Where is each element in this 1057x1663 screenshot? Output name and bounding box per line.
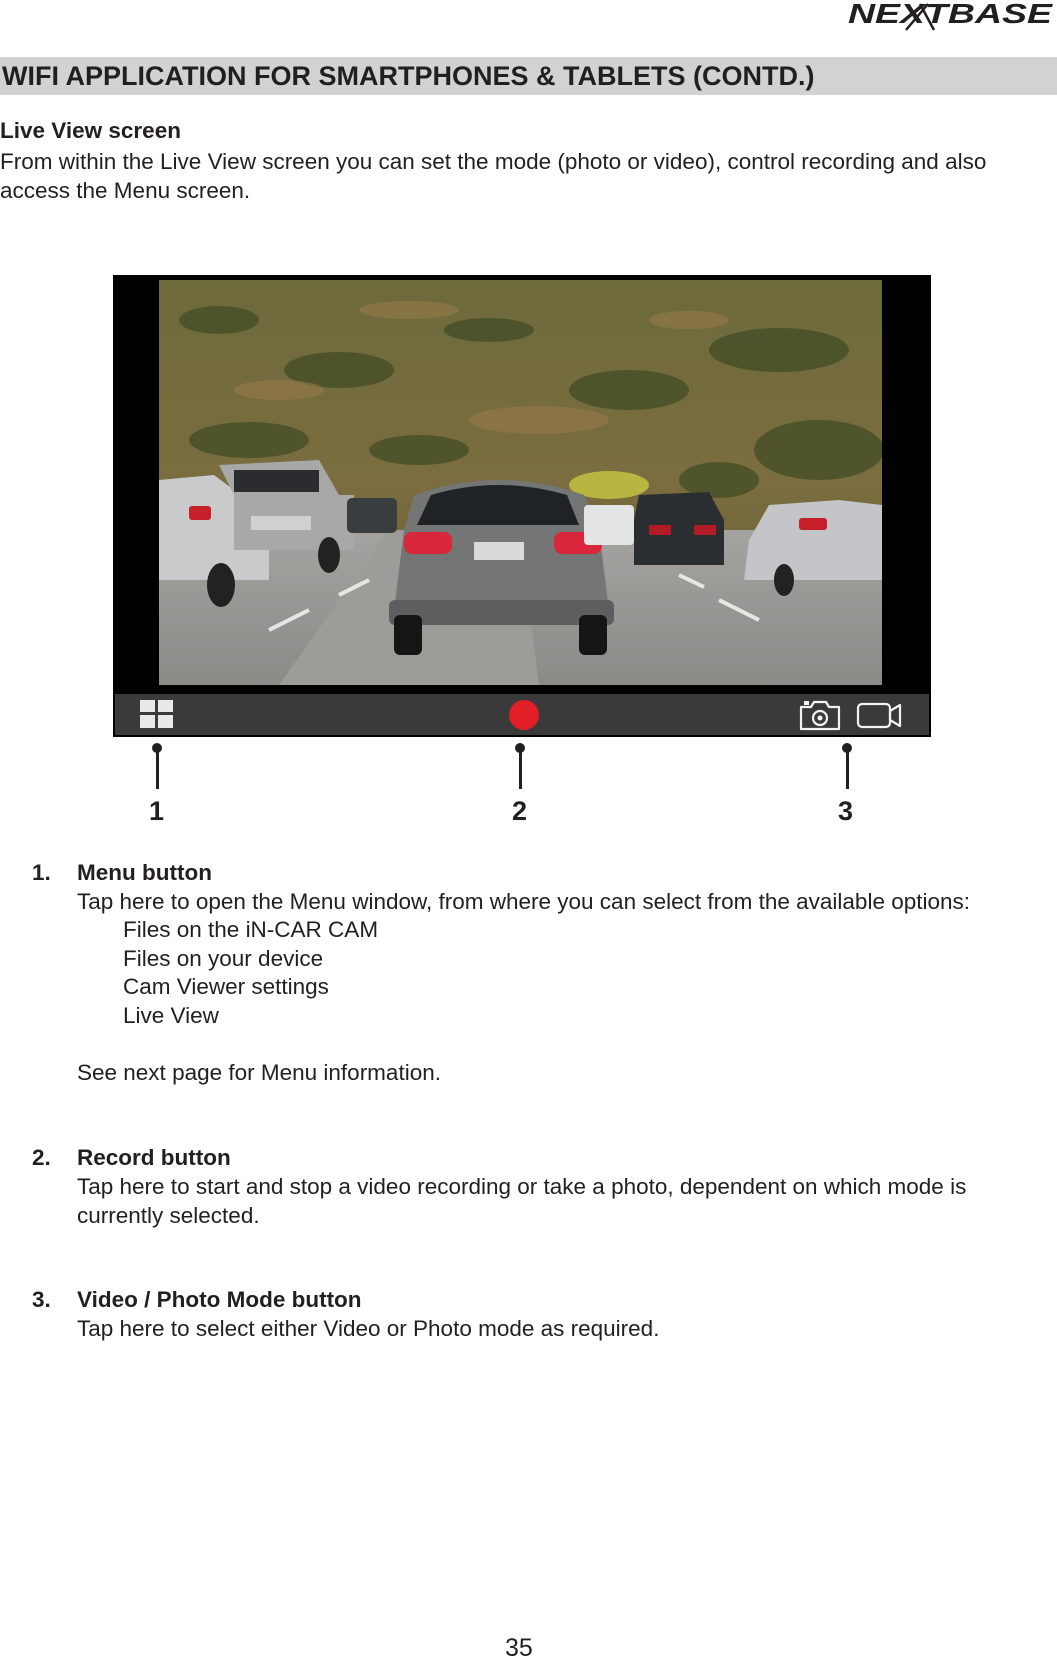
- section-subtitle: Live View screen: [0, 118, 181, 143]
- item-2-text: Tap here to start and stop a video recording or take a photo, dependent on which mode is currently selected.: [77, 1174, 967, 1228]
- callout-pointer-2: [515, 743, 525, 791]
- live-view-image: [159, 280, 882, 685]
- grid-menu-icon[interactable]: [140, 700, 174, 729]
- page-number: 35: [505, 1634, 533, 1662]
- callout-pointer-1: [152, 743, 162, 791]
- nextbase-logo-mark: [846, 0, 1056, 34]
- callout-pointer-3: [842, 743, 852, 791]
- menu-options-list: [123, 916, 378, 1030]
- item-1-number: 1.: [32, 860, 51, 885]
- item-2-number: 2.: [32, 1145, 51, 1170]
- item-3-text: Tap here to select either Video or Photo mode as required.: [77, 1316, 660, 1341]
- item-2-title: Record button: [77, 1145, 231, 1170]
- page-title: WIFI APPLICATION FOR SMARTPHONES & TABLETS (CONTD.): [0, 57, 1057, 95]
- callout-number-2: 2: [512, 796, 528, 826]
- menu-option: Files on your device: [123, 945, 324, 971]
- menu-option: Cam Viewer settings: [123, 974, 329, 999]
- menu-option: Live View: [123, 1002, 219, 1028]
- menu-option: Files on the iN-CAR CAM: [123, 917, 379, 942]
- callout-number-1: 1: [149, 796, 165, 826]
- callout-number-3: 3: [838, 796, 854, 826]
- item-1-title: Menu button: [77, 860, 212, 885]
- item-3-title: Video / Photo Mode button: [77, 1287, 362, 1312]
- nextbase-logo: [846, 0, 1056, 34]
- video-camera-icon[interactable]: [856, 701, 902, 730]
- item-1-text: Tap here to open the Menu window, from where you can select from the available options:: [77, 889, 971, 914]
- section-intro: From within the Live View screen you can set the mode (photo or video), control recording and also access the Menu screen.: [0, 149, 987, 203]
- item-3-number: 3.: [32, 1287, 51, 1312]
- record-button[interactable]: [509, 700, 539, 730]
- item-1-note: See next page for Menu information.: [77, 1060, 441, 1085]
- logo-text: NEXTBASE: [848, 0, 1054, 29]
- live-view-toolbar: [115, 694, 929, 735]
- live-view-figure: [113, 275, 931, 737]
- road-scene-illustration: [159, 280, 882, 685]
- camera-icon[interactable]: [799, 699, 841, 731]
